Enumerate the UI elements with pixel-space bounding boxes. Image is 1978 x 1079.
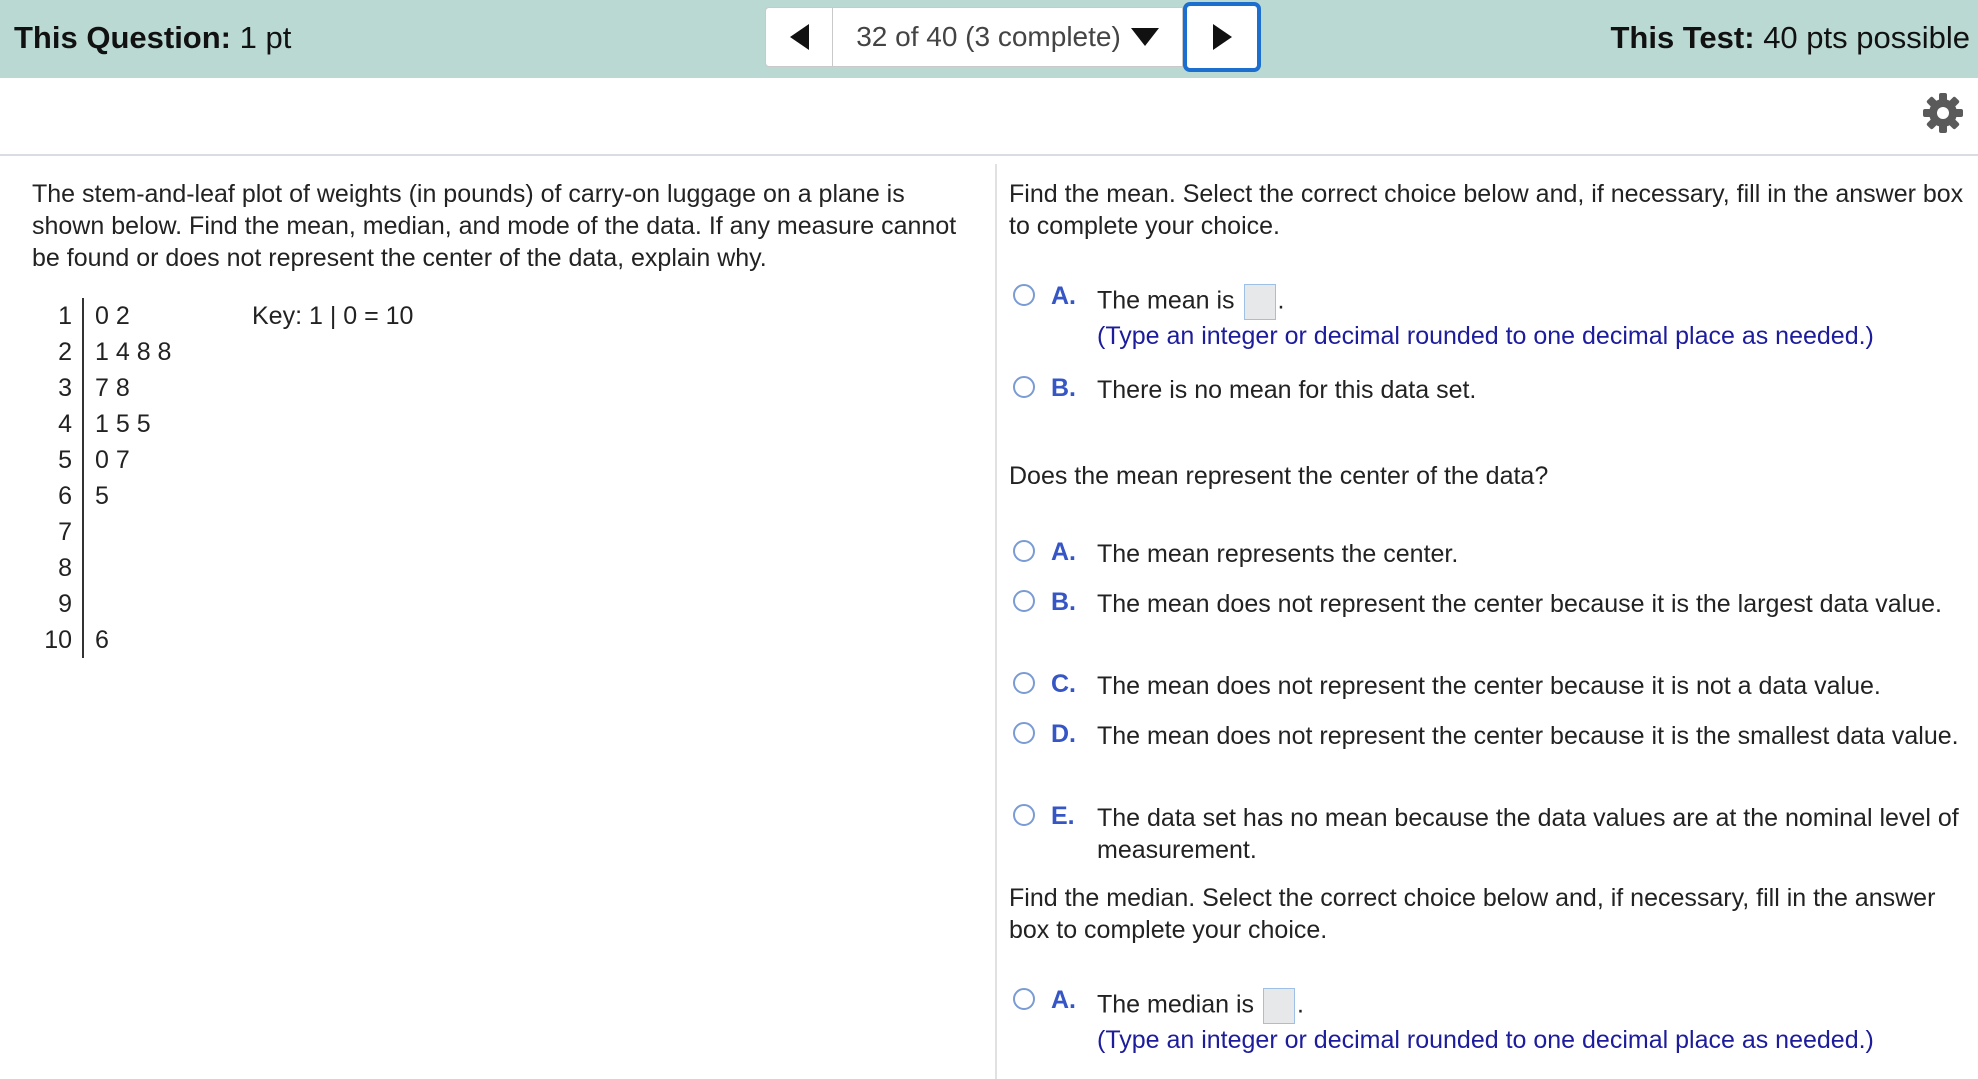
question-label: This Question: <box>14 20 231 55</box>
choice-text: The mean does not represent the center because it is the smallest data value. <box>1097 722 1959 750</box>
right-triangle-icon <box>1213 24 1232 50</box>
stem-row <box>32 370 432 406</box>
mean-answer-label: The mean is <box>1097 286 1235 315</box>
stem: 5 <box>58 446 72 474</box>
question-points-value: 1 pt <box>239 20 292 55</box>
choice-text: The mean does not represent the center because it is the largest data value. <box>1097 590 1942 618</box>
stem-row <box>32 478 432 514</box>
mean-answer-input[interactable] <box>1244 284 1276 320</box>
pane-divider <box>995 164 997 1079</box>
answer-period: . <box>1277 286 1285 315</box>
top-bar <box>0 0 1978 78</box>
choice-text: The mean does not represent the center because it is not a data value. <box>1097 672 1881 700</box>
gear-icon[interactable] <box>1922 92 1964 134</box>
stem-row <box>32 442 432 478</box>
stem: 7 <box>58 518 72 546</box>
choice-letter: A. <box>1051 986 1076 1014</box>
choice-text <box>1097 284 1967 352</box>
stem-row <box>32 514 432 550</box>
choice-letter: A. <box>1051 538 1076 566</box>
stem-row <box>32 622 432 658</box>
radio-button[interactable] <box>1013 672 1035 694</box>
stem: 8 <box>58 554 72 582</box>
stem: 3 <box>58 374 72 402</box>
stem-row <box>32 406 432 442</box>
choice-letter: A. <box>1051 282 1076 310</box>
choice-letter: C. <box>1051 670 1076 698</box>
test-points-value: 40 pts possible <box>1763 20 1970 55</box>
stem-row <box>32 334 432 370</box>
question-select-dropdown[interactable] <box>833 7 1183 67</box>
question-points <box>14 20 291 56</box>
stem: 10 <box>44 626 72 654</box>
choice-letter: B. <box>1051 588 1076 616</box>
stem: 6 <box>58 482 72 510</box>
answer-hint: (Type an integer or decimal rounded to one decimal place as needed.) <box>1097 322 1874 350</box>
leaves: 5 <box>95 482 109 510</box>
leaves: 0 2 <box>95 302 130 330</box>
radio-button[interactable] <box>1013 590 1035 612</box>
left-triangle-icon <box>790 24 809 50</box>
choice-letter: D. <box>1051 720 1076 748</box>
stem: 1 <box>58 302 72 330</box>
radio-button[interactable] <box>1013 376 1035 398</box>
leaves: 0 7 <box>95 446 130 474</box>
question-navigator <box>765 2 1261 72</box>
test-label: This Test: <box>1610 20 1755 55</box>
center-prompt: Does the mean represent the center of the data? <box>1009 462 1549 490</box>
radio-button[interactable] <box>1013 540 1035 562</box>
leaves: 1 5 5 <box>95 410 151 438</box>
leaves: 1 4 8 8 <box>95 338 172 366</box>
stem-row <box>32 550 432 586</box>
median-answer-input[interactable] <box>1263 988 1295 1024</box>
choice-text: The data set has no mean because the data values are at the nominal level of measurement. <box>1097 804 1959 864</box>
choice-letter: B. <box>1051 374 1076 402</box>
test-points <box>1610 20 1970 56</box>
median-answer-label: The median is <box>1097 990 1255 1019</box>
stem: 4 <box>58 410 72 438</box>
leaves: 7 8 <box>95 374 130 402</box>
stem-row <box>32 586 432 622</box>
choice-text <box>1097 988 1967 1056</box>
problem-statement: The stem-and-leaf plot of weights (in pounds) of carry-on luggage on a plane is shown below. Find the mean, median, and mode of the data. If any measure cannot be found or does not represent the center of the data, explain why. <box>32 180 957 272</box>
previous-question-button[interactable] <box>765 7 833 67</box>
answer-hint: (Type an integer or decimal rounded to one decimal place as needed.) <box>1097 1026 1874 1054</box>
choice-letter: E. <box>1051 802 1075 830</box>
median-prompt: Find the median. Select the correct choice below and, if necessary, fill in the answer box to complete your choice. <box>1009 884 1936 944</box>
choice-text: There is no mean for this data set. <box>1097 376 1477 404</box>
radio-button[interactable] <box>1013 722 1035 744</box>
down-triangle-icon <box>1131 28 1159 46</box>
stem: 2 <box>58 338 72 366</box>
choice-text: The mean represents the center. <box>1097 540 1459 568</box>
radio-button[interactable] <box>1013 284 1035 306</box>
progress-text: 32 of 40 (3 complete) <box>856 21 1121 52</box>
next-question-button[interactable] <box>1183 2 1261 72</box>
plot-key: Key: 1 | 0 = 10 <box>252 302 414 330</box>
stem: 9 <box>58 590 72 618</box>
radio-button[interactable] <box>1013 988 1035 1010</box>
mean-prompt: Find the mean. Select the correct choice below and, if necessary, fill in the answer box to complete your choice. <box>1009 180 1964 240</box>
radio-button[interactable] <box>1013 804 1035 826</box>
leaves: 6 <box>95 626 109 654</box>
answer-period: . <box>1296 990 1304 1019</box>
header-divider <box>0 154 1978 156</box>
